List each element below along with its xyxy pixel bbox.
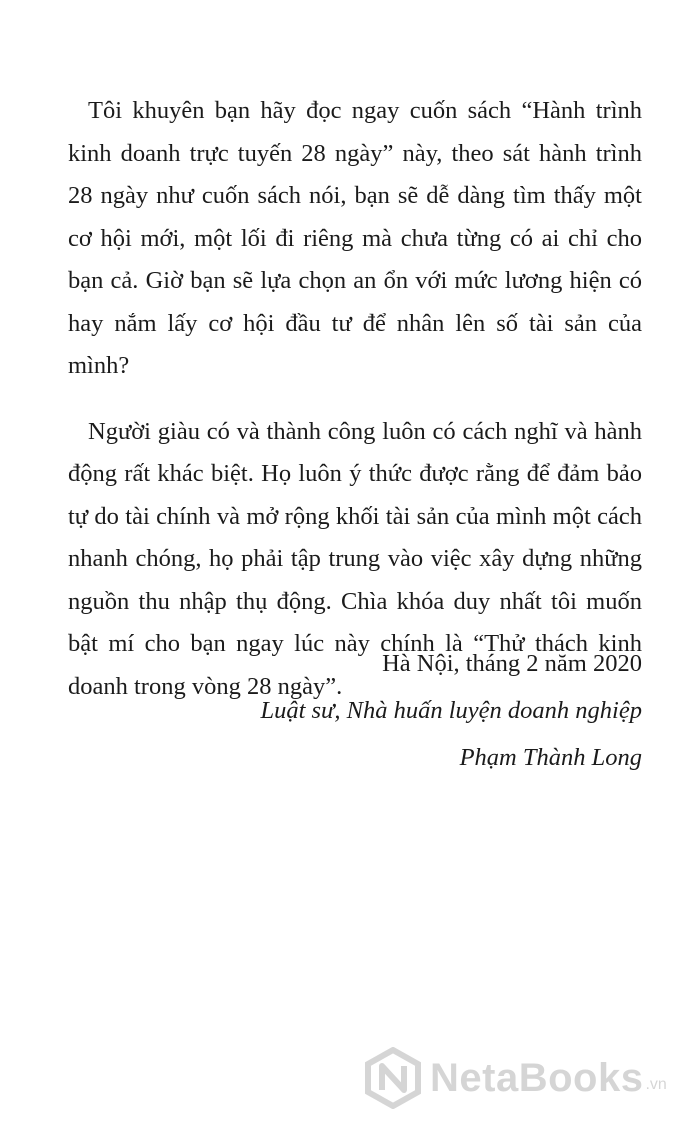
paragraph-1: Tôi khuyên bạn hãy đọc ngay cuốn sách “Hành trình kinh doanh trực tuyến 28 ngày” này, theo sát hành trình 28 ngày như cuốn sách nói, bạn sẽ dễ dàng tìm thấy một cơ hội mới, một lối đi riêng mà chưa từng có ai chỉ cho bạn cả. Giờ bạn sẽ lựa chọn an ổn với mức lương hiện có hay nắm lấy cơ hội đầu tư để nhân lên số tài sản của mình? bbox=[68, 97, 642, 379]
signature-block bbox=[82, 640, 642, 781]
place-date: Hà Nội, tháng 2 năm 2020 bbox=[382, 650, 642, 677]
watermark bbox=[362, 1041, 667, 1115]
watermark-suffix: .vn bbox=[645, 1076, 667, 1093]
watermark-brand: NetaBooks bbox=[430, 1055, 644, 1100]
author-title: Luật sư, Nhà huấn luyện doanh nghiệp bbox=[260, 697, 642, 724]
body-text bbox=[68, 90, 642, 731]
author-name: Phạm Thành Long bbox=[459, 744, 642, 771]
paragraph-2: Người giàu có và thành công luôn có cách nghĩ và hành động rất khác biệt. Họ luôn ý thức được rằng để đảm bảo tự do tài chính và mở rộng khối tài sản của mình một cách nhanh chóng, họ phải tập trung vào việc xây dựng những nguồn thu nhập thụ động. Chìa khóa duy nhất tôi muốn bật mí cho bạn ngay lúc này chính là “Thử thách kinh doanh trong vòng 28 ngày”. bbox=[68, 417, 642, 700]
netabooks-logo-icon bbox=[362, 1047, 424, 1109]
